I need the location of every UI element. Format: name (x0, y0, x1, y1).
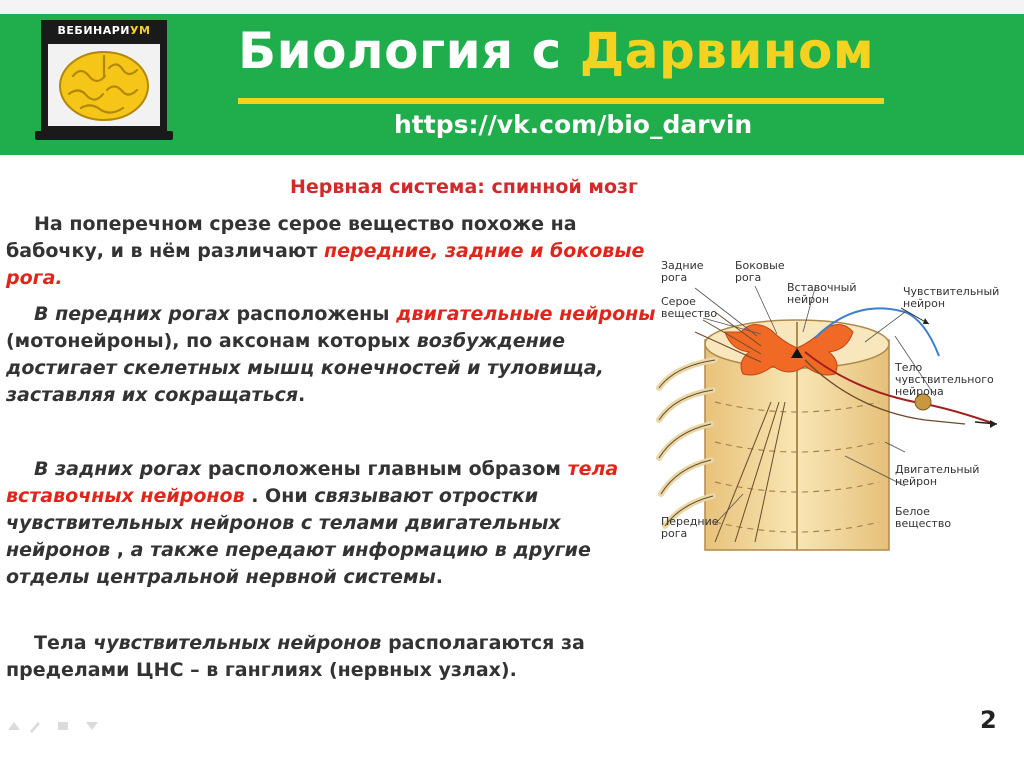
paragraph-3: В задних рогах расположены главным образом тела вставочных нейронов . Они связывают отростки чувствительных нейронов с телами двигательных нейронов , а также передают информацию в другие отделы центральной нервной системы. (6, 458, 619, 588)
page-number: 2 (980, 706, 997, 734)
menu-icon (86, 722, 98, 730)
slide-heading: Нервная система: спинной мозг (290, 176, 638, 198)
logo (35, 18, 173, 146)
title-part-2: Дарвином (579, 22, 875, 80)
spinal-cord-figure (655, 252, 1024, 552)
label-back-horns: Задние рога (661, 259, 704, 284)
label-front-horns: Передние рога (661, 515, 719, 540)
title-part-1: Биология с (238, 22, 580, 80)
arrow-icon (8, 722, 20, 730)
pen-icon (30, 722, 40, 733)
page-title (238, 22, 978, 80)
paragraph-2: В передних рогах расположены двигательные нейроны (мотонейроны), по аксонам которых возбуждение достигает скелетных мышц конечностей и туловища, заставляя их сокращаться. (6, 303, 656, 406)
title-underline (238, 98, 884, 104)
label-gray-matter: Серое вещество (661, 295, 718, 320)
label-sensory-body: Тело чувствительного нейрона (895, 361, 994, 398)
label-white-matter: Белое вещество (895, 505, 952, 530)
label-side-horns: Боковые рога (735, 259, 785, 284)
label-sensory-neuron: Чувствительный нейрон (903, 285, 1000, 310)
logo-label: ВЕБИНАРИУМ (42, 23, 166, 39)
label-interneuron: Вставочный нейрон (787, 281, 857, 306)
header-url: https://vk.com/bio_darvin (394, 110, 753, 139)
paragraph-4: Тела чувствительных нейронов располагаются за пределами ЦНС – в ганглиях (нервных узлах). (6, 632, 585, 681)
label-motor-neuron: Двигательный нейрон (895, 463, 980, 488)
paragraph-1: На поперечном срезе серое вещество похоже на бабочку, и в нём различают передние, задние и боковые рога. (6, 213, 645, 289)
slide-toolbar[interactable] (6, 718, 106, 734)
top-strip (0, 0, 1024, 14)
grid-icon (58, 722, 68, 730)
